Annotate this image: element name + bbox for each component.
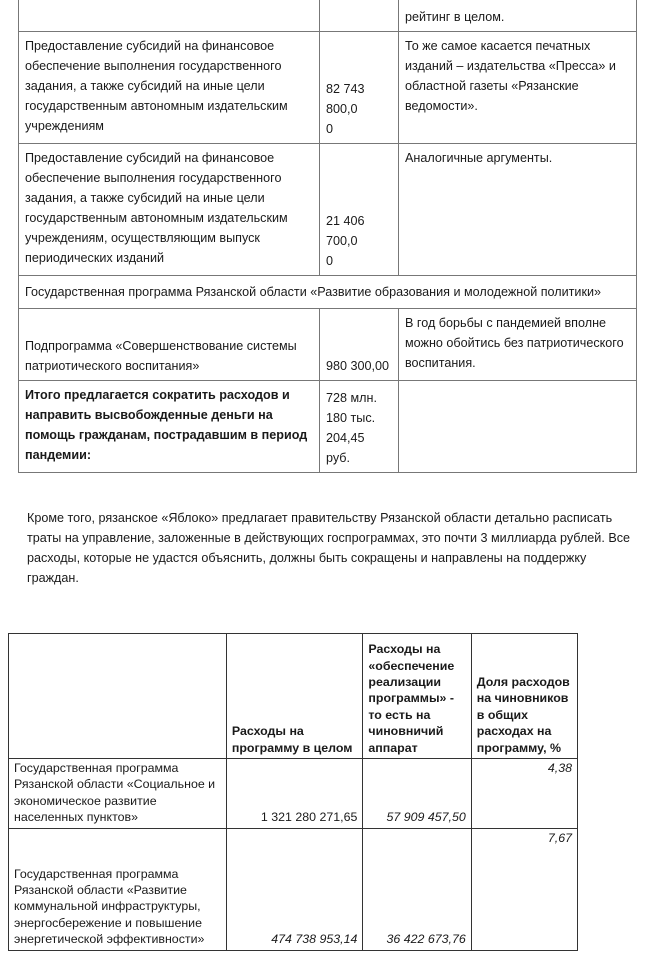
subprogram-name: Подпрограмма «Совершенствование системы патриотического воспитания» bbox=[19, 309, 320, 381]
total-value: 728 млн. 180 тыс. 204,45 руб. bbox=[320, 381, 399, 473]
table-row bbox=[19, 144, 637, 276]
column-header bbox=[9, 634, 227, 759]
table-row bbox=[19, 309, 637, 381]
header-row bbox=[9, 634, 578, 759]
table-row bbox=[19, 0, 637, 32]
program-total: 1 321 280 271,65 bbox=[226, 759, 363, 829]
subprogram-value: 980 300,00 bbox=[320, 309, 399, 381]
program-header: Государственная программа Рязанской области «Развитие образования и молодежной политики» bbox=[19, 276, 637, 309]
table-cell bbox=[19, 0, 320, 32]
total-row bbox=[19, 381, 637, 473]
program-admin: 57 909 457,50 bbox=[363, 759, 471, 829]
table-row bbox=[9, 759, 578, 829]
column-header: Расходы на «обеспечение реализации программы» - то есть на чиновничий аппарат bbox=[363, 634, 471, 759]
admin-spending-table bbox=[8, 633, 578, 951]
program-share: 4,38 bbox=[471, 759, 577, 829]
program-name: Государственная программа Рязанской области «Развитие коммунальной инфраструктуры, энергосбережение и повышение энергетической эффективности» bbox=[9, 828, 227, 950]
row-comment: Аналогичные аргументы. bbox=[399, 144, 637, 276]
subprogram-comment: В год борьбы с пандемией вполне можно обойтись без патриотического воспитания. bbox=[399, 309, 637, 381]
table-row bbox=[9, 828, 578, 950]
program-name: Государственная программа Рязанской области «Социальное и экономическое развитие населенных пунктов» bbox=[9, 759, 227, 829]
program-total: 474 738 953,14 bbox=[226, 828, 363, 950]
row-value: 82 743 800,0 0 bbox=[320, 32, 399, 144]
budget-cuts-table bbox=[18, 0, 637, 473]
table-cell: рейтинг в целом. bbox=[399, 0, 637, 32]
table-cell bbox=[320, 0, 399, 32]
column-header: Расходы на программу в целом bbox=[226, 634, 363, 759]
column-header: Доля расходов на чиновников в общих расходах на программу, % bbox=[471, 634, 577, 759]
row-name: Предоставление субсидий на финансовое обеспечение выполнения государственного задания, а также субсидий на иные цели государственным автономным издательским учреждениям bbox=[19, 32, 320, 144]
program-admin: 36 422 673,76 bbox=[363, 828, 471, 950]
program-share: 7,67 bbox=[471, 828, 577, 950]
table-row bbox=[19, 276, 637, 309]
row-value: 21 406 700,0 0 bbox=[320, 144, 399, 276]
row-comment: То же самое касается печатных изданий – издательства «Пресса» и областной газеты «Рязанские ведомости». bbox=[399, 32, 637, 144]
table-row bbox=[19, 32, 637, 144]
total-comment bbox=[399, 381, 637, 473]
total-label: Итого предлагается сократить расходов и направить высвобожденные деньги на помощь гражданам, пострадавшим в период пандемии: bbox=[19, 381, 320, 473]
body-paragraph: Кроме того, рязанское «Яблоко» предлагает правительству Рязанской области детально расписать траты на управление, заложенные в действующих госпрограммах, это почти 3 миллиарда рублей. Все расходы, которые не удастся объяснить, должны быть сокращены и направлены на поддержку граждан. bbox=[27, 511, 631, 585]
row-name: Предоставление субсидий на финансовое обеспечение выполнения государственного задания, а также субсидий на иные цели государственным автономным издательским учреждениям, осуществляющим выпуск периодических изданий bbox=[19, 144, 320, 276]
